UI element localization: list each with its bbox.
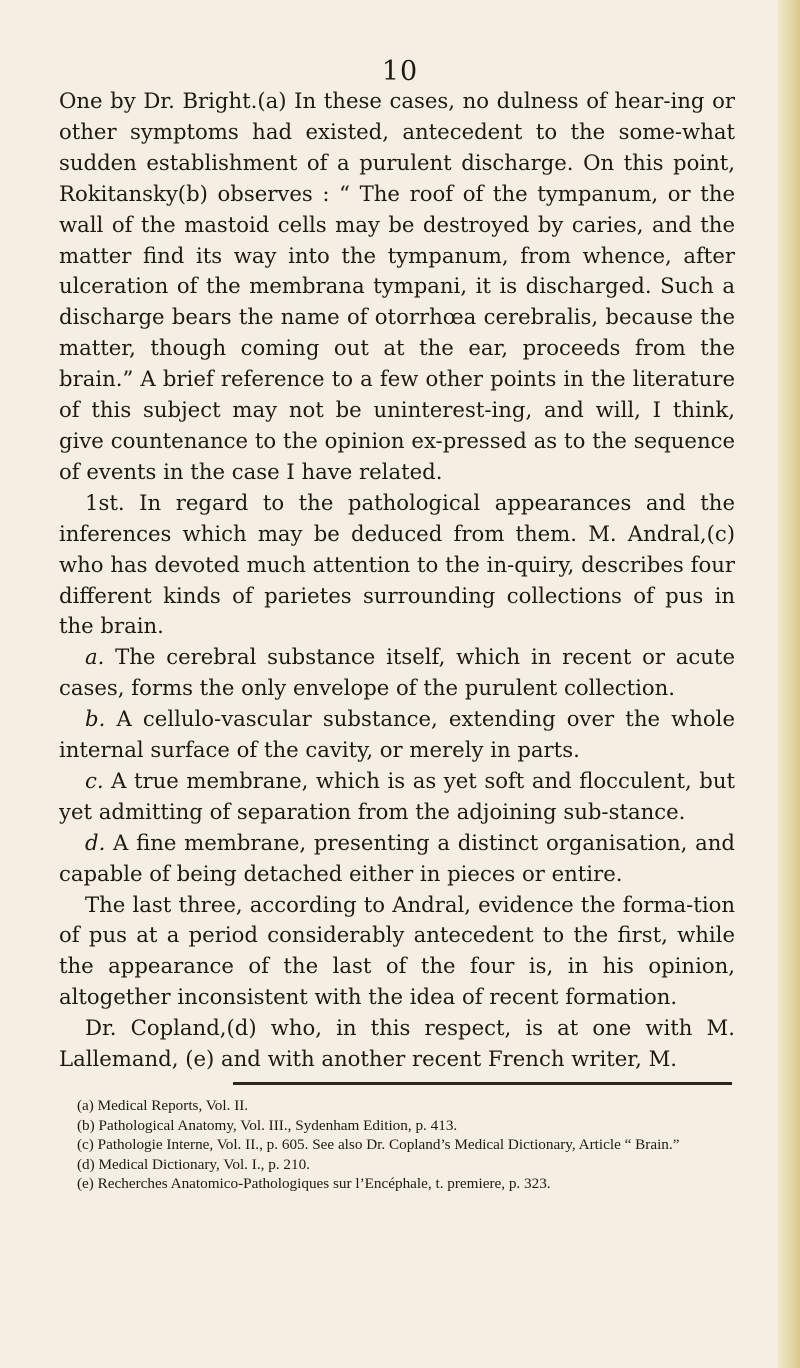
list-item-text: A true membrane, which is as yet soft and flocculent, but yet admitting of separation from the adjoining sub-stance. <box>59 767 735 824</box>
page-edge <box>778 0 800 1368</box>
paragraph <box>59 488 735 643</box>
footnote: (c) Pathologie Interne, Vol. II., p. 605. See also Dr. Copland’s Medical Dictionary, Article “ Brain.” <box>77 1136 680 1154</box>
footnote: (a) Medical Reports, Vol. II. <box>77 1097 249 1114</box>
list-marker: d. <box>85 829 106 855</box>
list-item <box>59 642 735 704</box>
paragraph-text: One by Dr. Bright.(a) In these cases, no dulness of hear-ing or other symptoms had existed, antecedent to the some-what sudden establishment of a purulent discharge. On this point, Rokitansky(b) observes : “ The roof of the tympanum, or the wall of the mastoid cells may be destroyed by caries, and the matter find its way into the tympanum, from whence, after ulceration of the membrana tympani, it is discharged. Such a discharge bears the name of otorrhœa cerebralis, because the matter, though coming out at the ear, proceeds from the brain.” A brief reference to a few other points in the literature of this subject may not be uninterest-ing, and will, I think, give countenance to the opinion ex-pressed as to the sequence of events in the case I have related. <box>59 88 735 484</box>
footnote: (b) Pathological Anatomy, Vol. III., Sydenham Edition, p. 413. <box>77 1116 458 1134</box>
paragraph-text: Dr. Copland,(d) who, in this respect, is at one with M. Lallemand, (e) and with another recent French writer, M. <box>59 1015 735 1072</box>
list-item-text: The cerebral substance itself, which in recent or acute cases, forms the only envelope of the purulent collection. <box>59 644 735 701</box>
list-item-text: A fine membrane, presenting a distinct organisation, and capable of being detached either in pieces or entire. <box>59 829 735 886</box>
list-marker: b. <box>85 706 106 732</box>
list-item <box>59 704 735 766</box>
list-marker: a. <box>85 644 105 670</box>
list-item-text: A cellulo-vascular substance, extending over the whole internal surface of the cavity, or merely in parts. <box>59 706 735 763</box>
paragraph <box>59 890 735 1014</box>
footnote-divider <box>233 1082 732 1085</box>
footnote: (e) Recherches Anatomico-Pathologiques sur l’Encéphale, t. premiere, p. 323. <box>77 1175 551 1193</box>
page-number: 10 <box>381 56 419 87</box>
list-item <box>59 828 735 890</box>
list-marker: c. <box>85 767 104 793</box>
footnote: (d) Medical Dictionary, Vol. I., p. 210. <box>77 1155 310 1173</box>
paragraph-text: 1st. In regard to the pathological appearances and the inferences which may be deduced from them. M. Andral,(c) who has devoted much attention to the in-quiry, describes four different kinds of parietes surrounding collections of pus in the brain. <box>59 489 735 639</box>
paragraph-text: The last three, according to Andral, evidence the forma-tion of pus at a period considerably antecedent to the first, while the appearance of the last of the four is, in his opinion, altogether inconsistent with the idea of recent formation. <box>59 891 735 1010</box>
footnotes <box>62 1096 734 1194</box>
paragraph <box>59 1013 735 1075</box>
paragraph <box>59 86 735 488</box>
list-item <box>59 766 735 828</box>
body-text <box>59 86 735 1075</box>
